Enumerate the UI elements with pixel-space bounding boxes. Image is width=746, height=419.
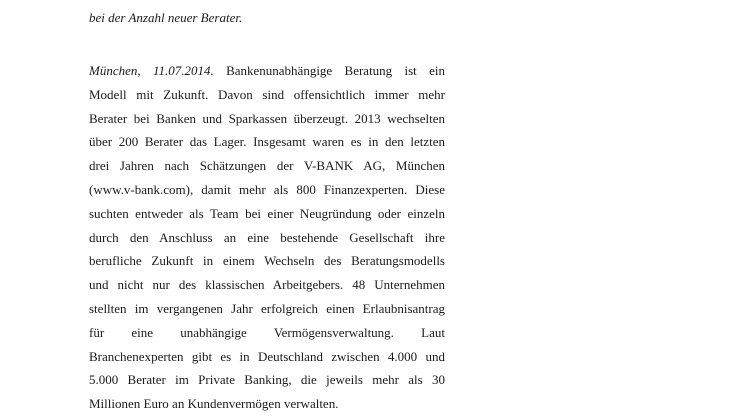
body-paragraph: [89, 59, 445, 416]
subtitle-fragment: bei der Anzahl neuer Berater.: [89, 10, 243, 25]
paragraph-line: für eine unabhängige Vermögensverwaltung. Laut: [89, 324, 445, 340]
paragraph-line: Berater bei Banken und Sparkassen überzeugt. 2013 wechselten: [89, 110, 445, 126]
paragraph-line: 5.000 Berater im Private Banking, die jeweils mehr als 30: [89, 372, 445, 388]
paragraph-line: suchten entweder als Team bei einer Neugründung oder einzeln: [89, 205, 445, 221]
paragraph-line: berufliche Zukunft in einem Wechseln des Beratungsmodells: [89, 253, 445, 269]
paragraph-line: stellten im vergangenen Jahr erfolgreich einen Erlaubnisantrag: [89, 300, 445, 316]
paragraph-line: [89, 59, 445, 83]
paragraph-line: drei Jahren nach Schätzungen der V-BANK AG, München: [89, 158, 445, 174]
first-line-text: Bankenunabhängige Beratung ist ein: [226, 63, 445, 78]
dateline: München, 11.07.2014.: [89, 63, 214, 78]
paragraph-line: (www.v-bank.com), damit mehr als 800 Finanzexperten. Diese: [89, 181, 445, 197]
paragraph-line: durch den Anschluss an eine bestehende Gesellschaft ihre: [89, 229, 445, 245]
paragraph-line: über 200 Berater das Lager. Insgesamt waren es in den letzten: [89, 134, 445, 150]
paragraph-line: Branchenexperten gibt es in Deutschland zwischen 4.000 und: [89, 348, 445, 364]
paragraph-line: Millionen Euro an Kundenvermögen verwalten.: [89, 396, 339, 412]
paragraph-line: Modell mit Zukunft. Davon sind offensichtlich immer mehr: [89, 86, 445, 102]
paragraph-line: und nicht nur des klassischen Arbeitgebers. 48 Unternehmen: [89, 277, 445, 293]
